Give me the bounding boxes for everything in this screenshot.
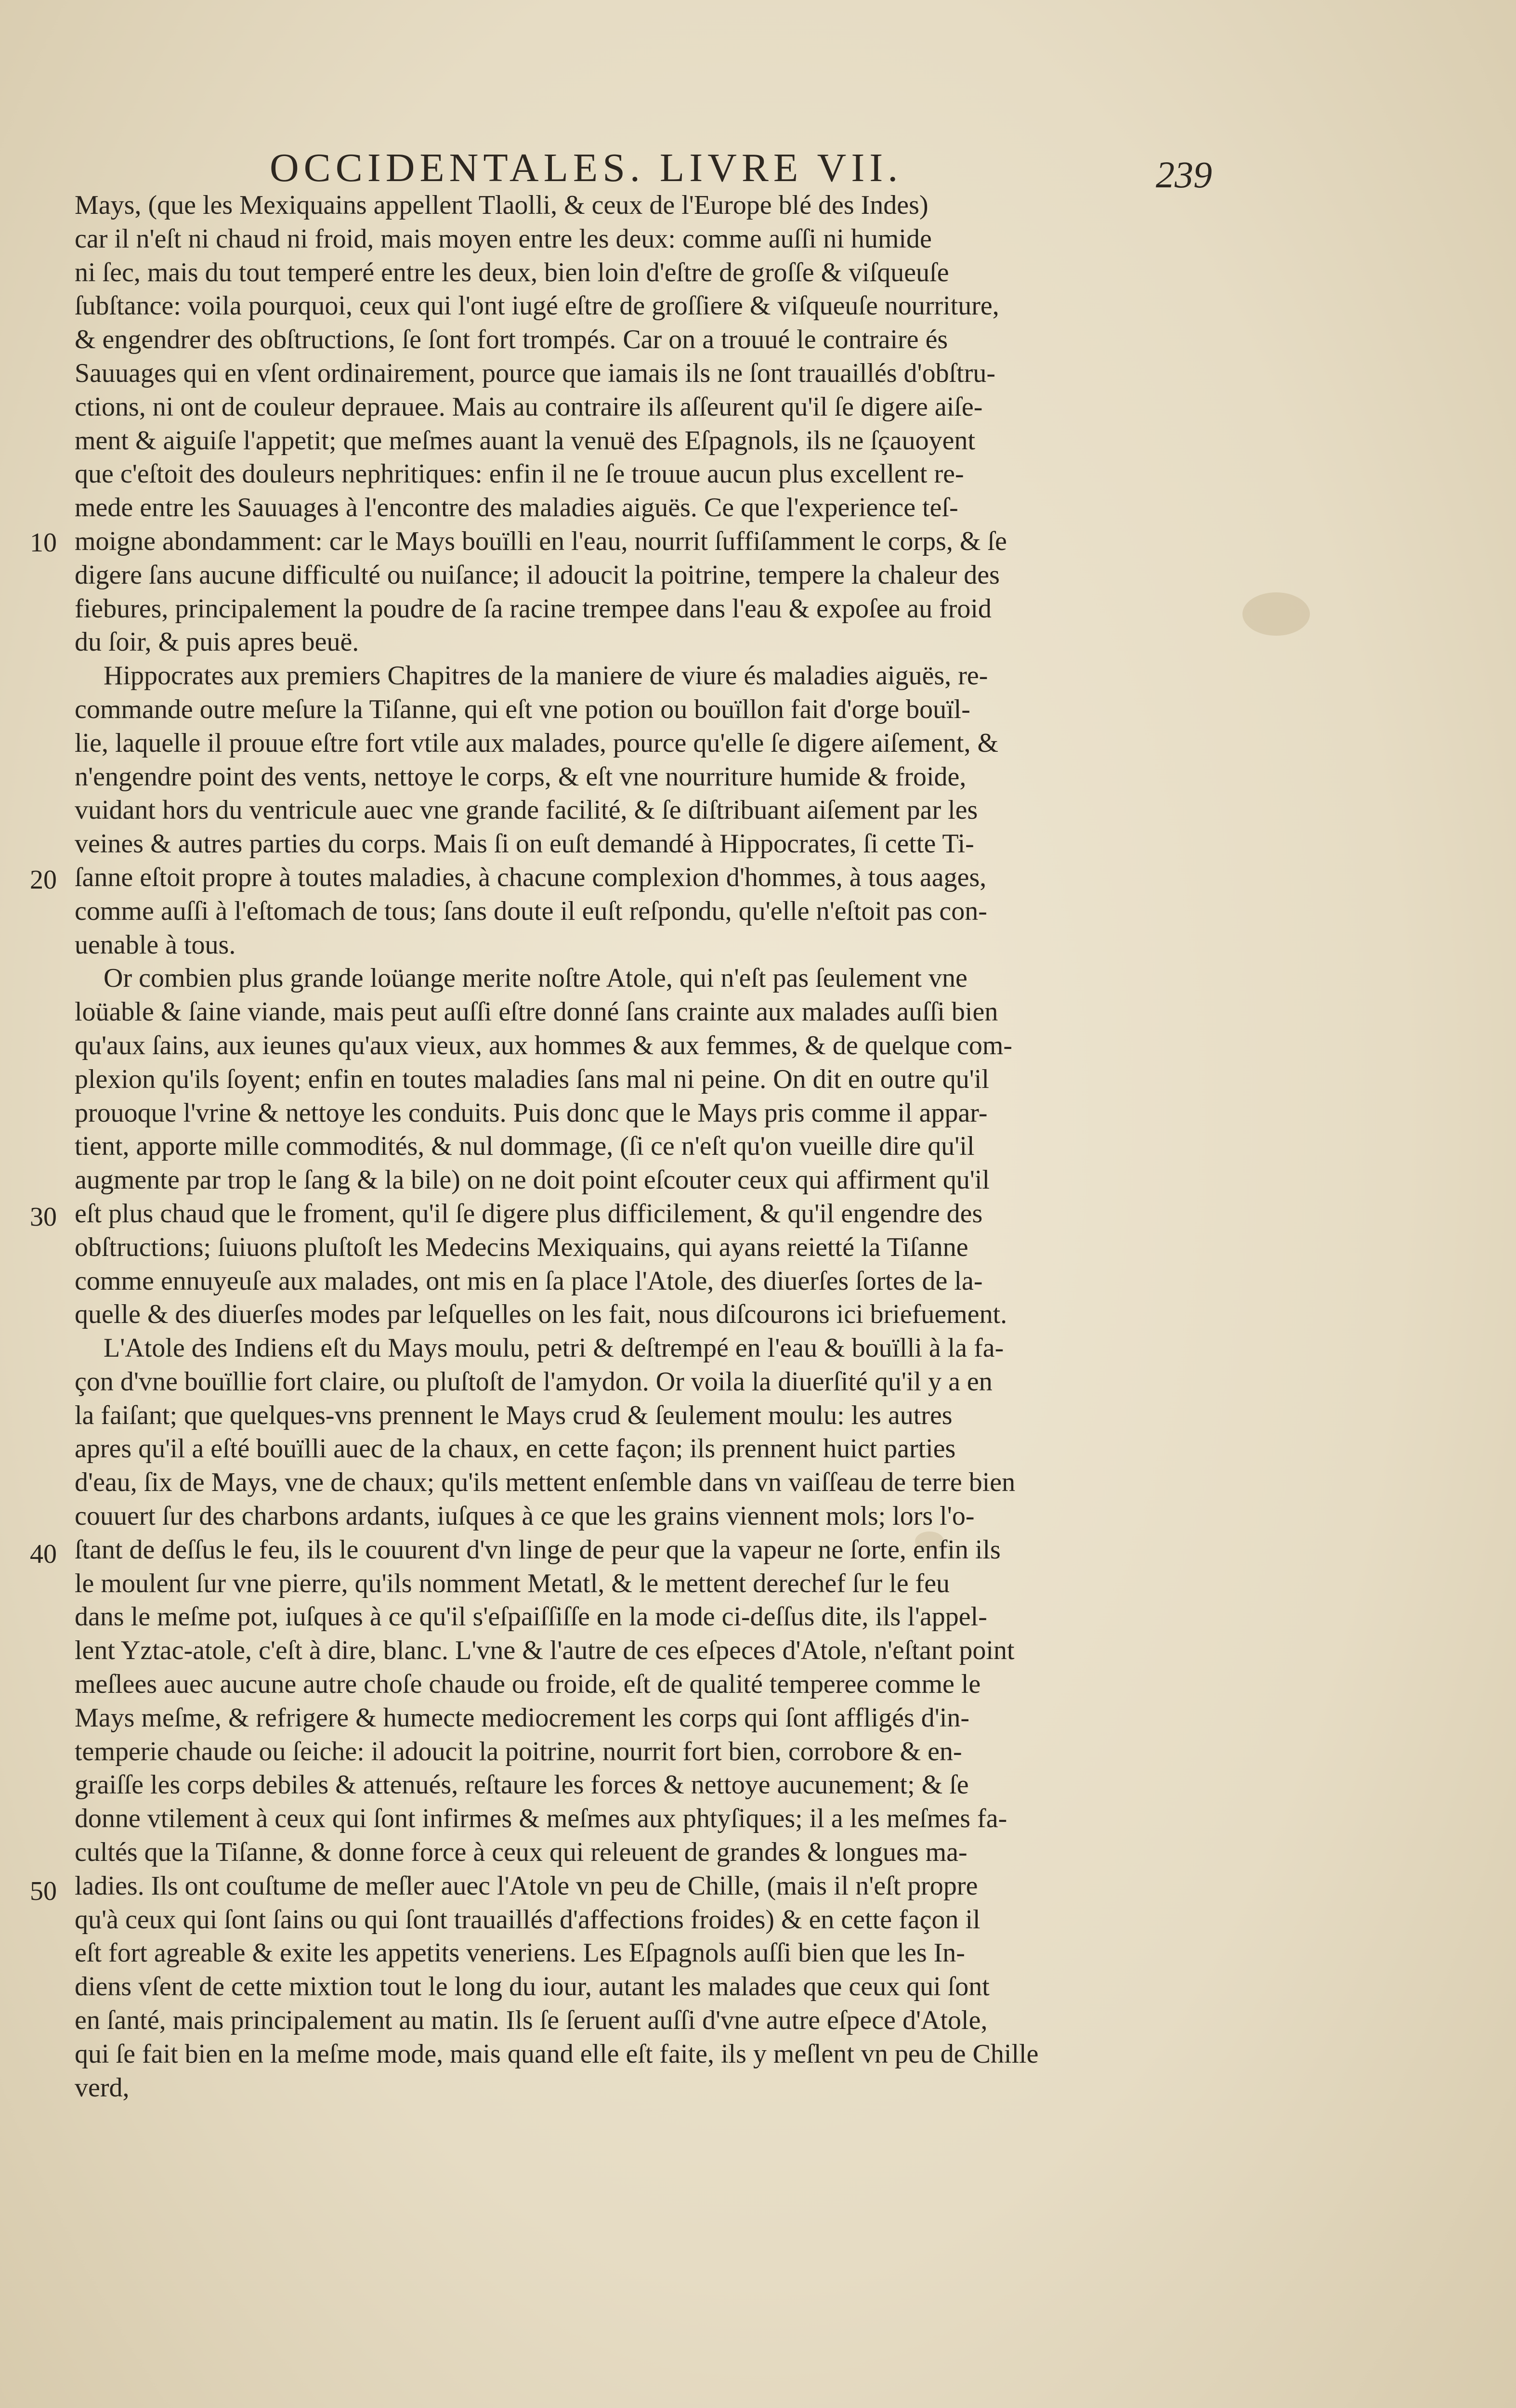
- text-line: comme auſſi à l'eſtomach de tous; ſans doute il euſt reſpondu, qu'elle n'eſtoit pas con-: [75, 896, 987, 926]
- text-line: obſtructions; ſuiuons pluſtoſt les Medecins Mexiquains, qui ayans reietté la Tiſanne: [75, 1232, 968, 1262]
- paragraph-start-line: L'Atole des Indiens eſt du Mays moulu, petri & deſtrempé en l'eau & bouïlli à la fa-: [104, 1333, 1004, 1363]
- text-line: & engendrer des obſtructions, ſe ſont fort trompés. Car on a trouué le contraire és: [75, 325, 948, 355]
- text-line: le moulent ſur vne pierre, qu'ils nomment Metatl, & le mettent derechef ſur le feu: [75, 1568, 950, 1598]
- line-number-margin: 50: [30, 1876, 57, 1906]
- paragraph-start-line: Hippocrates aux premiers Chapitres de la maniere de viure és maladies aiguës, re-: [104, 661, 988, 691]
- text-line: graiſſe les corps debiles & attenués, reſtaure les forces & nettoye aucunement; & ſe: [75, 1770, 969, 1800]
- text-line: eſt fort agreable & exite les appetits veneriens. Les Eſpagnols auſſi bien que les In-: [75, 1938, 965, 1968]
- text-line: donne vtilement à ceux qui ſont infirmes & meſmes aux phtyſiques; il a les meſmes fa-: [75, 1804, 1007, 1834]
- text-line: ment & aiguiſe l'appetit; que meſmes auant la venuë des Eſpagnols, ils ne ſçauoyent: [75, 425, 976, 456]
- text-line: diens vſent de cette mixtion tout le long du iour, autant les malades que ceux qui ſont: [75, 1972, 990, 2002]
- text-line: qu'à ceux qui ſont ſains ou qui ſont trauaillés d'affections froides) & en cette façon il: [75, 1904, 980, 1935]
- text-line: lie, laquelle il prouue eſtre fort vtile aux malades, pource qu'elle ſe digere aiſement, &: [75, 728, 998, 758]
- catchword: [75, 2105, 1230, 2138]
- text-line: Mays meſme, & refrigere & humecte mediocrement les corps qui ſont affligés d'in-: [75, 1702, 970, 1733]
- text-line: commande outre meſure la Tiſanne, qui eſt vne potion ou bouïllon fait d'orge bouïl-: [75, 694, 970, 724]
- text-line: verd,: [75, 2072, 130, 2103]
- text-line: temperie chaude ou ſeiche: il adoucit la poitrine, nourrit fort bien, corrobore & en-: [75, 1736, 962, 1767]
- line-number-margin: 30: [30, 1202, 57, 1232]
- paragraph-start-line: Or combien plus grande loüange merite noſtre Atole, qui n'eſt pas ſeulement vne: [104, 963, 967, 994]
- text-line: que c'eſtoit des douleurs nephritiques: enfin il ne ſe trouue aucun plus excellent re-: [75, 459, 964, 489]
- text-line: ni ſec, mais du tout temperé entre les deux, bien loin d'eſtre de groſſe & viſqueuſe: [75, 257, 949, 288]
- text-line: n'engendre point des vents, nettoye le corps, & eſt vne nourriture humide & froide,: [75, 761, 967, 792]
- text-line: qu'aux ſains, aux ieunes qu'aux vieux, aux hommes & aux femmes, & de quelque com-: [75, 1030, 1013, 1060]
- text-line: Mays, (que les Mexiquains appellent Tlaolli, & ceux de l'Europe blé des Indes): [75, 190, 928, 220]
- body-text: [75, 189, 1230, 2138]
- text-line: prouoque l'vrine & nettoye les conduits. Puis donc que le Mays pris comme il appar-: [75, 1098, 988, 1128]
- text-line: augmente par trop le ſang & la bile) on ne doit point eſcouter ceux qui affirment qu'il: [75, 1165, 990, 1195]
- text-line: ſubſtance: voila pourquoi, ceux qui l'ont iugé eſtre de groſſiere & viſqueuſe nourriture,: [75, 291, 999, 321]
- paper-stain: [1242, 592, 1310, 636]
- text-line: couuert ſur des charbons ardants, iuſques à ce que les grains viennent mols; lors l'o-: [75, 1501, 975, 1531]
- text-line: dans le meſme pot, iuſques à ce qu'il s'eſpaiſſiſſe en la mode ci-deſſus dite, ils l'appel-: [75, 1602, 987, 1632]
- text-line: tient, apporte mille commodités, & nul dommage, (ſi ce n'eſt qu'on vueille dire qu'il: [75, 1131, 975, 1162]
- text-line: qui ſe fait bien en la meſme mode, mais quand elle eſt faite, ils y meſlent vn peu de Chille: [75, 2039, 1039, 2069]
- text-line: Sauuages qui en vſent ordinairement, pource que iamais ils ne ſont trauaillés d'obſtru-: [75, 358, 996, 388]
- text-line: çon d'vne bouïllie fort claire, ou pluſtoſt de l'amydon. Or voila la diuerſité qu'il y a en: [75, 1366, 993, 1397]
- text-line: ſanne eſtoit propre à toutes maladies, à chacune complexion d'hommes, à tous aages,: [75, 862, 987, 892]
- text-line: apres qu'il a eſté bouïlli auec de la chaux, en cette façon; ils prennent huict parties: [75, 1434, 956, 1464]
- text-line: uenable à tous.: [75, 929, 236, 960]
- text-line: quelle & des diuerſes modes par leſquelles on les fait, nous diſcourons ici briefuement.: [75, 1299, 1007, 1330]
- text-line: ſtant de deſſus le feu, ils le couurent d'vn linge de peur que la vapeur ne ſorte, enfin ils: [75, 1534, 1001, 1565]
- text-line: mede entre les Sauuages à l'encontre des maladies aiguës. Ce que l'experience teſ-: [75, 493, 958, 523]
- text-line: veines & autres parties du corps. Mais ſi on euſt demandé à Hippocrates, ſi cette Ti-: [75, 829, 974, 859]
- page-number: 239: [1156, 154, 1212, 196]
- text-line: fiebures, principalement la poudre de ſa racine trempee dans l'eau & expoſee au froid: [75, 593, 992, 624]
- text-line: comme ennuyeuſe aux malades, ont mis en ſa place l'Atole, des diuerſes ſortes de la-: [75, 1266, 983, 1296]
- running-title: OCCIDENTALES. LIVRE VII.: [270, 145, 903, 190]
- text-line: meſlees auec aucune autre choſe chaude ou froide, eſt de qualité temperee comme le: [75, 1669, 981, 1700]
- line-number-margin: 20: [30, 865, 57, 895]
- text-line: du ſoir, & puis apres beuë.: [75, 627, 359, 657]
- text-line: lent Yztac-atole, c'eſt à dire, blanc. L'vne & l'autre de ces eſpeces d'Atole, n'eſtant point: [75, 1636, 1015, 1666]
- text-line: en ſanté, mais principalement au matin. Ils ſe ſeruent auſſi d'vne autre eſpece d'Atole,: [75, 2005, 988, 2036]
- text-line: d'eau, ſix de Mays, vne de chaux; qu'ils mettent enſemble dans vn vaiſſeau de terre bien: [75, 1467, 1016, 1498]
- text-line: cultés que la Tiſanne, & donne force à ceux qui releuent de grandes & longues ma-: [75, 1837, 967, 1868]
- text-line: vuidant hors du ventricule auec vne grande facilité, & ſe diſtribuant aiſement par les: [75, 795, 978, 825]
- text-line: car il n'eſt ni chaud ni froid, mais moyen entre les deux: comme auſſi ni humide: [75, 223, 932, 254]
- text-line: eſt plus chaud que le froment, qu'il ſe digere plus difficilement, & qu'il engendre des: [75, 1198, 983, 1229]
- text-line: la faiſant; que quelques-vns prennent le Mays crud & ſeulement moulu: les autres: [75, 1400, 953, 1430]
- text-line: moigne abondamment: car le Mays bouïlli en l'eau, nourrit ſuffiſamment le corps, & ſe: [75, 526, 1007, 556]
- text-line: loüable & ſaine viande, mais peut auſſi eſtre donné ſans crainte aux malades auſſi bien: [75, 997, 998, 1027]
- text-line: ctions, ni ont de couleur deprauee. Mais au contraire ils aſſeurent qu'il ſe digere aiſe-: [75, 392, 983, 422]
- text-line: plexion qu'ils ſoyent; enfin en toutes maladies ſans mal ni peine. On dit en outre qu'il: [75, 1064, 989, 1094]
- line-number-margin: 10: [30, 528, 57, 558]
- text-line: ladies. Ils ont couſtume de meſler auec l'Atole vn peu de Chille, (mais il n'eſt propre: [75, 1871, 978, 1901]
- line-number-margin: 40: [30, 1539, 57, 1569]
- text-line: digere ſans aucune difficulté ou nuiſance; il adoucit la poitrine, tempere la chaleur des: [75, 560, 1000, 590]
